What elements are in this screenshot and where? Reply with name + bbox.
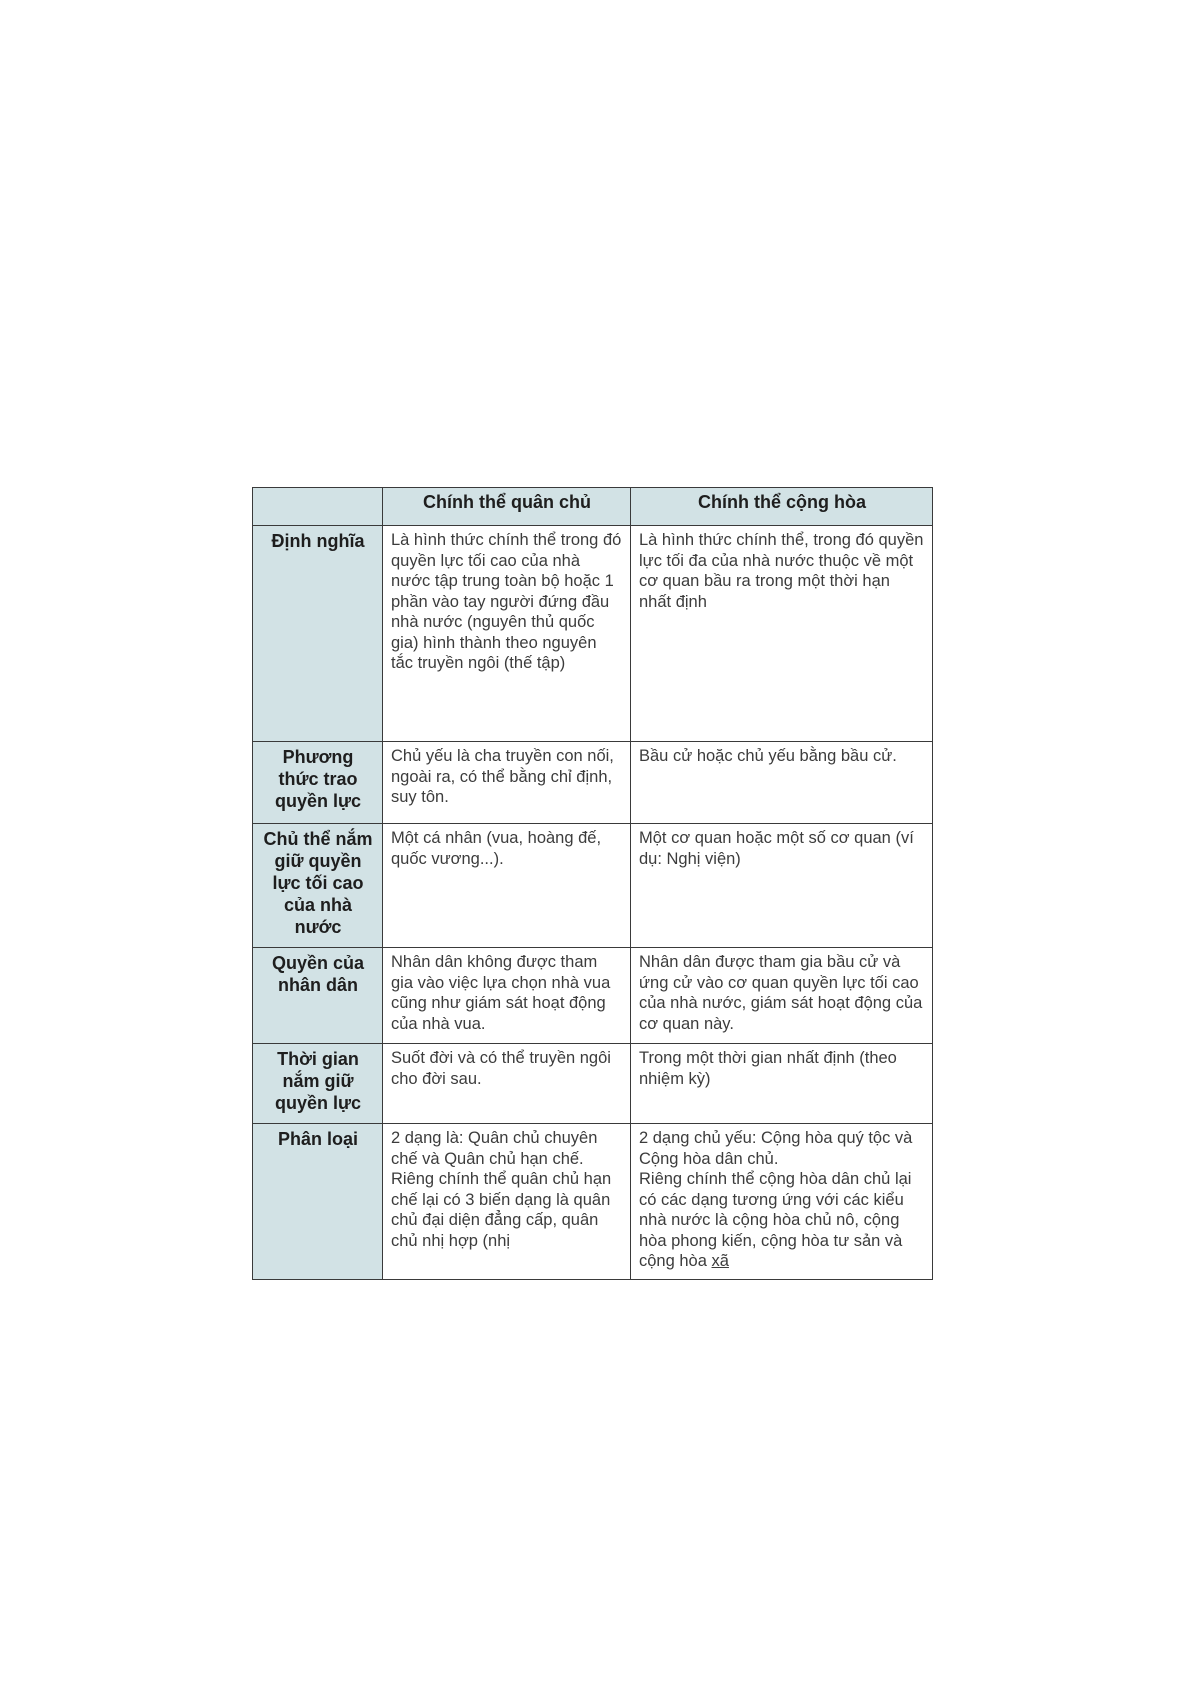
row-label: Quyền của nhân dân (253, 948, 383, 1044)
table-header-row (253, 488, 933, 526)
republic-cell (631, 1124, 933, 1280)
header-corner-cell (253, 488, 383, 526)
monarchy-cell: Một cá nhân (vua, hoàng đế, quốc vương...). (383, 824, 631, 948)
header-monarchy: Chính thể quân chủ (383, 488, 631, 526)
row-label: Định nghĩa (253, 526, 383, 742)
republic-cell: Nhân dân được tham gia bầu cử và ứng cử vào cơ quan quyền lực tối cao của nhà nước, giám sát hoạt động của cơ quan này. (631, 948, 933, 1044)
table-row (253, 526, 933, 742)
monarchy-cell: Suốt đời và có thể truyền ngôi cho đời sau. (383, 1044, 631, 1124)
republic-text-tail: xã (711, 1252, 729, 1270)
row-label: Phương thức trao quyền lực (253, 742, 383, 824)
table-row (253, 742, 933, 824)
row-label: Chủ thể nắm giữ quyền lực tối cao của nhà nước (253, 824, 383, 948)
republic-text: 2 dạng chủ yếu: Cộng hòa quý tộc và Cộng hòa dân chủ. Riêng chính thể cộng hòa dân chủ lại có các dạng tương ứng với các kiểu nhà nước là cộng hòa chủ nô, cộng hòa phong kiến, cộng hòa tư sản và cộng hòa (639, 1129, 913, 1270)
table-row (253, 948, 933, 1044)
comparison-table (252, 487, 933, 1280)
monarchy-cell: Nhân dân không được tham gia vào việc lựa chọn nhà vua cũng như giám sát hoạt động của nhà vua. (383, 948, 631, 1044)
monarchy-cell: Chủ yếu là cha truyền con nối, ngoài ra, có thể bằng chỉ định, suy tôn. (383, 742, 631, 824)
republic-cell: Trong một thời gian nhất định (theo nhiệm kỳ) (631, 1044, 933, 1124)
header-republic: Chính thể cộng hòa (631, 488, 933, 526)
table-row (253, 1044, 933, 1124)
republic-cell: Là hình thức chính thể, trong đó quyền lực tối đa của nhà nước thuộc về một cơ quan bầu ra trong một thời hạn nhất định (631, 526, 933, 742)
monarchy-cell: 2 dạng là: Quân chủ chuyên chế và Quân chủ hạn chế. Riêng chính thể quân chủ hạn chế lại có 3 biến dạng là quân chủ đại diện đẳng cấp, quân chủ nhị hợp (nhị (383, 1124, 631, 1280)
republic-cell: Bầu cử hoặc chủ yếu bằng bầu cử. (631, 742, 933, 824)
row-label: Phân loại (253, 1124, 383, 1280)
table-row (253, 1124, 933, 1280)
table-row (253, 824, 933, 948)
monarchy-cell: Là hình thức chính thể trong đó quyền lực tối cao của nhà nước tập trung toàn bộ hoặc 1 phần vào tay người đứng đầu nhà nước (nguyên thủ quốc gia) hình thành theo nguyên tắc truyền ngôi (thế tập) (383, 526, 631, 742)
row-label: Thời gian nắm giữ quyền lực (253, 1044, 383, 1124)
republic-cell: Một cơ quan hoặc một số cơ quan (ví dụ: Nghị viện) (631, 824, 933, 948)
